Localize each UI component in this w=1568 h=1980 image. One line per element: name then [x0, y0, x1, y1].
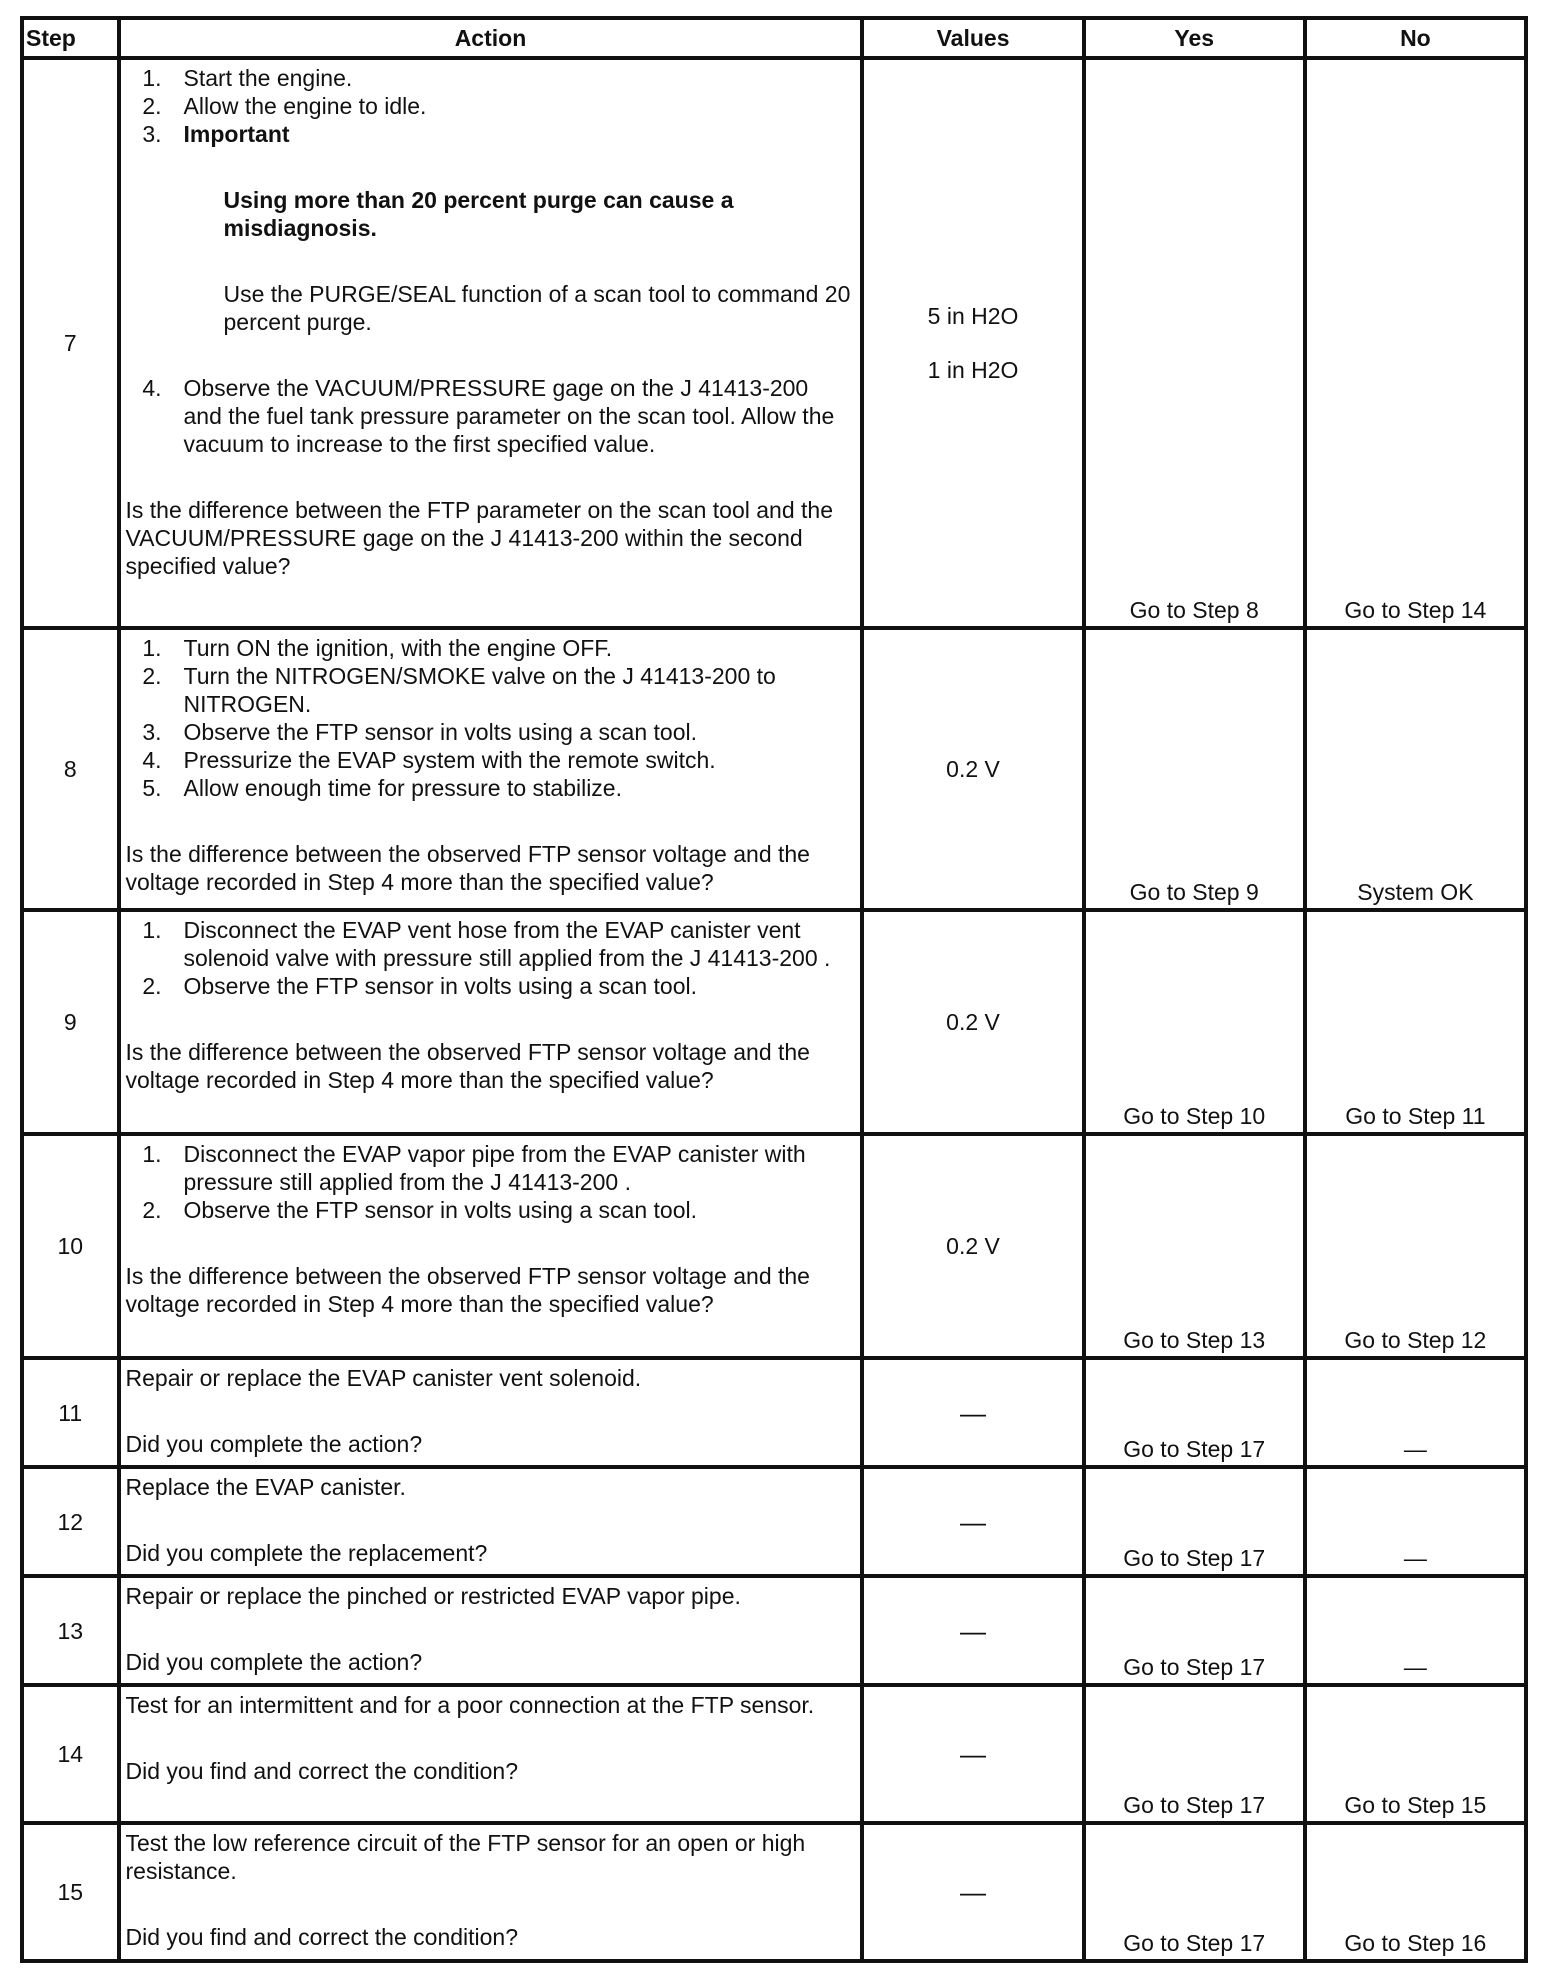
step-number: 14 — [22, 1685, 119, 1823]
list-item: 3. Observe the FTP sensor in volts using a scan tool. — [142, 719, 697, 745]
table-row-step-11 — [22, 1358, 1526, 1467]
table-row-step-7 — [22, 58, 1526, 628]
values-cell: — — [862, 1576, 1083, 1685]
step-number: 11 — [22, 1358, 119, 1467]
action-cell — [119, 1576, 863, 1685]
header-values: Values — [862, 18, 1083, 58]
action-cell — [119, 58, 863, 628]
action-cell — [119, 628, 863, 910]
action-text: Replace the EVAP canister. — [125, 1474, 406, 1500]
no-cell: System OK — [1305, 628, 1526, 910]
values-cell: — — [862, 1467, 1083, 1576]
question-text: Is the difference between the observed FTP sensor voltage and the voltage recorded in Step 4 more than the specified value? — [125, 1263, 810, 1317]
step-number: 12 — [22, 1467, 119, 1576]
yes-cell: Go to Step 13 — [1084, 1134, 1305, 1358]
table-row-step-13 — [22, 1576, 1526, 1685]
list-item: 2. Observe the FTP sensor in volts using a scan tool. — [142, 973, 697, 999]
question-text: Did you complete the action? — [125, 1649, 423, 1675]
no-cell: Go to Step 14 — [1305, 58, 1526, 628]
list-item: 4. Pressurize the EVAP system with the remote switch. — [142, 747, 716, 773]
important-note: Using more than 20 percent purge can cause a misdiagnosis. — [223, 187, 734, 241]
yes-cell: Go to Step 17 — [1084, 1576, 1305, 1685]
value-first: 5 in H2O — [927, 303, 1019, 329]
list-item: 1. Disconnect the EVAP vent hose from the EVAP canister vent solenoid valve with pressure still applied from the J 41413-200 . — [142, 917, 831, 971]
list-item: 1. Disconnect the EVAP vapor pipe from the EVAP canister with pressure still applied from the J 41413-200 . — [142, 1141, 806, 1195]
action-steps — [126, 634, 853, 802]
question-text: Did you find and correct the condition? — [125, 1758, 519, 1784]
instruction-text: Use the PURGE/SEAL function of a scan tool to command 20 percent purge. — [223, 281, 851, 335]
no-cell: Go to Step 15 — [1305, 1685, 1526, 1823]
header-yes: Yes — [1084, 18, 1305, 58]
values-cell — [862, 58, 1083, 628]
yes-cell: Go to Step 17 — [1084, 1358, 1305, 1467]
value-second: 1 in H2O — [927, 357, 1019, 383]
values-cell: 0.2 V — [862, 1134, 1083, 1358]
no-cell: — — [1305, 1576, 1526, 1685]
table-row-step-10 — [22, 1134, 1526, 1358]
action-text: Test for an intermittent and for a poor connection at the FTP sensor. — [125, 1692, 815, 1718]
header-no: No — [1305, 18, 1526, 58]
yes-cell: Go to Step 17 — [1084, 1823, 1305, 1961]
action-text: Test the low reference circuit of the FTP sensor for an open or high resistance. — [125, 1830, 806, 1884]
question-text: Is the difference between the observed FTP sensor voltage and the voltage recorded in Step 4 more than the specified value? — [125, 1039, 810, 1093]
action-steps — [126, 1140, 853, 1224]
diagnostic-table — [20, 16, 1528, 1963]
header-step: Step — [22, 18, 119, 58]
yes-cell: Go to Step 10 — [1084, 910, 1305, 1134]
action-cell — [119, 1685, 863, 1823]
action-cell — [119, 1467, 863, 1576]
list-item: 5. Allow enough time for pressure to stabilize. — [142, 775, 622, 801]
table-row-step-15 — [22, 1823, 1526, 1961]
header-row — [22, 18, 1526, 58]
no-cell: Go to Step 16 — [1305, 1823, 1526, 1961]
list-item: 3. Important — [126, 120, 853, 148]
list-item: 2. Observe the FTP sensor in volts using a scan tool. — [142, 1197, 697, 1223]
header-action: Action — [119, 18, 863, 58]
step-number: 15 — [22, 1823, 119, 1961]
action-steps — [126, 916, 853, 1000]
no-cell: — — [1305, 1467, 1526, 1576]
step-number: 10 — [22, 1134, 119, 1358]
list-item: 1. Start the engine. — [142, 65, 353, 91]
question-text: Did you complete the replacement? — [125, 1540, 488, 1566]
action-cell — [119, 1358, 863, 1467]
values-cell: — — [862, 1685, 1083, 1823]
yes-cell: Go to Step 17 — [1084, 1685, 1305, 1823]
step-number: 9 — [22, 910, 119, 1134]
list-item: 1. Turn ON the ignition, with the engine OFF. — [142, 635, 613, 661]
yes-cell: Go to Step 17 — [1084, 1467, 1305, 1576]
important-label: Important — [183, 121, 290, 147]
table-row-step-8 — [22, 628, 1526, 910]
step-number: 7 — [22, 58, 119, 628]
list-item: 2. Allow the engine to idle. — [142, 93, 427, 119]
values-cell: 0.2 V — [862, 628, 1083, 910]
list-item: 2. Turn the NITROGEN/SMOKE valve on the J 41413-200 to NITROGEN. — [142, 663, 776, 717]
values-cell: — — [862, 1823, 1083, 1961]
step-number: 8 — [22, 628, 119, 910]
action-cell — [119, 1134, 863, 1358]
no-cell: Go to Step 11 — [1305, 910, 1526, 1134]
table-row-step-9 — [22, 910, 1526, 1134]
question-text: Did you complete the action? — [125, 1431, 423, 1457]
action-cell — [119, 1823, 863, 1961]
action-cell — [119, 910, 863, 1134]
table-row-step-14 — [22, 1685, 1526, 1823]
action-text: Repair or replace the EVAP canister vent solenoid. — [125, 1365, 642, 1391]
no-cell: Go to Step 12 — [1305, 1134, 1526, 1358]
question-text: Is the difference between the FTP parameter on the scan tool and the VACUUM/PRESSURE gage on the J 41413-200 within the second specified value? — [125, 497, 833, 579]
question-text: Did you find and correct the condition? — [125, 1924, 519, 1950]
step-number: 13 — [22, 1576, 119, 1685]
no-cell: — — [1305, 1358, 1526, 1467]
action-steps — [126, 64, 853, 148]
values-cell: — — [862, 1358, 1083, 1467]
yes-cell: Go to Step 9 — [1084, 628, 1305, 910]
values-cell: 0.2 V — [862, 910, 1083, 1134]
table-row-step-12 — [22, 1467, 1526, 1576]
action-text: Repair or replace the pinched or restricted EVAP vapor pipe. — [125, 1583, 741, 1609]
action-steps — [126, 374, 853, 458]
list-item: 4. Observe the VACUUM/PRESSURE gage on the J 41413-200 and the fuel tank pressure parameter on the scan tool. Allow the vacuum to increase to the first specified value. — [142, 375, 835, 457]
yes-cell: Go to Step 8 — [1084, 58, 1305, 628]
question-text: Is the difference between the observed FTP sensor voltage and the voltage recorded in Step 4 more than the specified value? — [125, 841, 810, 895]
